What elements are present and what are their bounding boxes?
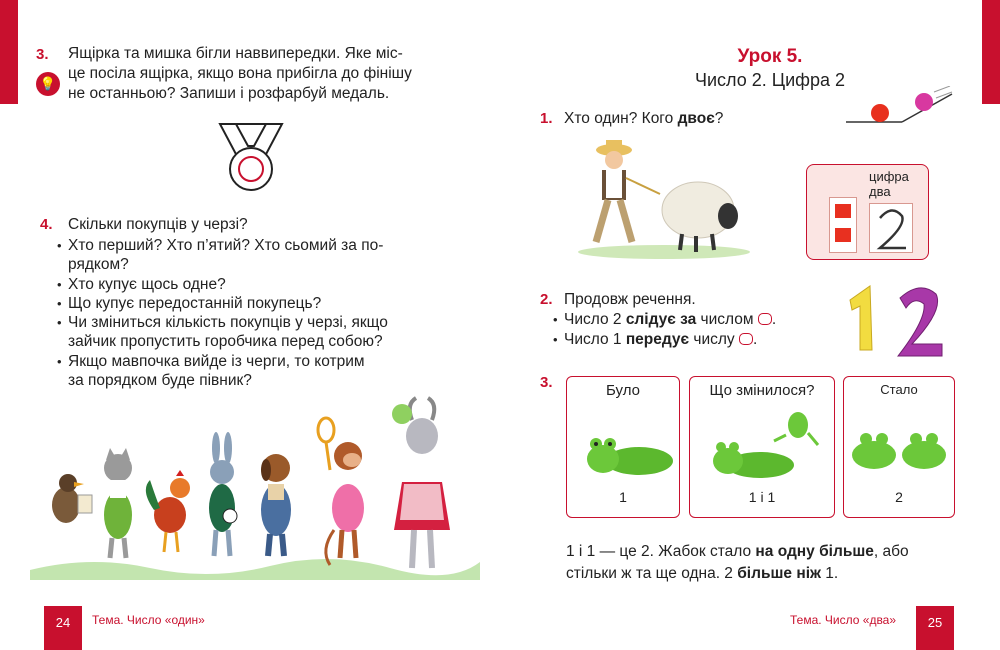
box-value: 1 bbox=[619, 489, 627, 505]
task1-text-end: ? bbox=[714, 110, 724, 127]
summary-bold: більше ніж bbox=[737, 565, 821, 582]
bullet-line: рядком? bbox=[68, 256, 129, 273]
bullet-line: • Хто перший? Хто п’ятий? Хто сьомий за по- bbox=[68, 237, 384, 254]
animal-queue-illustration bbox=[30, 390, 480, 590]
task1-text bbox=[564, 109, 723, 129]
answer-blank[interactable] bbox=[739, 333, 753, 345]
box-after bbox=[843, 376, 955, 518]
footer-topic: Тема. Число «два» bbox=[790, 613, 897, 627]
frog-jumping-icon bbox=[702, 405, 826, 483]
box-value: 1 і 1 bbox=[748, 489, 776, 505]
summary-text: 1 і 1 — це 2. Жабок стало bbox=[566, 543, 756, 560]
bullet-line: • Чи зміниться кількість покупців у черзі, якщо bbox=[68, 314, 388, 331]
task4-bullet bbox=[68, 352, 448, 390]
task1-text-bold: двоє bbox=[677, 110, 715, 127]
digit-two-icon bbox=[870, 204, 914, 254]
goat-icon bbox=[392, 398, 450, 568]
bullet-line: • Якщо мавпочка вийде із черги, то котрим bbox=[68, 353, 365, 370]
lesson-subtitle: Число 2. Цифра 2 bbox=[695, 70, 845, 90]
lightbulb-icon: 💡 bbox=[36, 72, 60, 96]
monkey-icon bbox=[318, 418, 364, 565]
dog-icon bbox=[261, 454, 291, 556]
task4-bullet bbox=[68, 313, 448, 351]
task2-number: 2. bbox=[540, 291, 553, 308]
task2-line2: • Число 1 передує числу . bbox=[564, 330, 757, 349]
box-change bbox=[689, 376, 835, 518]
task4-bullet bbox=[68, 236, 448, 274]
task3-line: це посіла ящірка, якщо вона прибігла до фінішу bbox=[68, 65, 412, 82]
task2-title: Продовж речення. bbox=[564, 291, 696, 308]
task2-line2-bold: передує bbox=[625, 331, 690, 348]
lesson-title: Урок 5. bbox=[737, 46, 803, 67]
task1-number: 1. bbox=[540, 110, 553, 127]
page-number: 24 bbox=[44, 606, 82, 650]
box-before bbox=[566, 376, 680, 518]
boy-and-sheep-illustration bbox=[576, 138, 752, 260]
summary-line bbox=[566, 541, 966, 563]
sheep-icon bbox=[662, 182, 738, 252]
rooster-icon bbox=[146, 470, 190, 552]
answer-blank[interactable] bbox=[758, 313, 772, 325]
gifts-box bbox=[829, 197, 857, 253]
sparrow-icon bbox=[52, 474, 92, 523]
footer-topic: Тема. Число «один» bbox=[92, 613, 205, 627]
task3-summary bbox=[566, 541, 966, 585]
task3-number: 3. bbox=[36, 46, 49, 63]
digit-two-glyph-box bbox=[869, 203, 913, 253]
rabbit-icon bbox=[209, 432, 237, 556]
summary-bold: на одну більше bbox=[755, 543, 874, 560]
digit-card-label-line: цифра bbox=[869, 169, 909, 184]
digit-characters-illustration bbox=[842, 280, 952, 362]
digit-two-card bbox=[806, 164, 929, 260]
right-page bbox=[500, 0, 1000, 650]
box-value: 2 bbox=[895, 489, 903, 505]
summary-text: стільки ж та ще одна. 2 bbox=[566, 565, 738, 582]
medal-icon bbox=[214, 118, 288, 198]
task3-line: Ящірка та мишка бігли наввипередки. Яке міс- bbox=[68, 45, 403, 62]
task2-line2-start: Число 1 bbox=[564, 331, 626, 348]
task4-bullet bbox=[68, 294, 448, 313]
digit-card-label bbox=[869, 169, 909, 199]
task4-number: 4. bbox=[40, 216, 53, 233]
two-frogs-icon bbox=[848, 425, 952, 473]
box-caption: Було bbox=[606, 382, 640, 399]
task3-number-right: 3. bbox=[540, 374, 553, 391]
box-caption: Стало bbox=[880, 382, 918, 397]
left-edge-tab bbox=[0, 0, 18, 104]
task2-line1-bold: слідує за bbox=[625, 311, 697, 328]
bullet-line: • Що купує передостанній покупець? bbox=[68, 295, 322, 312]
box-caption: Що змінилося? bbox=[709, 382, 815, 399]
task2-line1: • Число 2 слідує за числом . bbox=[564, 310, 776, 329]
boy-icon bbox=[596, 140, 660, 242]
frog-on-leaf-icon bbox=[577, 429, 673, 481]
cat-icon bbox=[104, 448, 132, 558]
task4-bullet bbox=[68, 275, 448, 294]
task3-line: не останньою? Запиши і розфарбуй медаль. bbox=[68, 85, 390, 102]
task3-text bbox=[68, 44, 468, 104]
right-edge-tab bbox=[982, 0, 1000, 104]
digit-card-label-line: два bbox=[869, 184, 891, 199]
task2-line2-end: числу bbox=[689, 331, 739, 348]
summary-line bbox=[566, 563, 966, 585]
task4-title: Скільки покупців у черзі? bbox=[68, 216, 248, 233]
bullet-line: зайчик пропустить горобчика перед собою? bbox=[68, 333, 383, 350]
bullet-line: • Хто купує щось одне? bbox=[68, 276, 226, 293]
task2-line1-start: Число 2 bbox=[564, 311, 626, 328]
task1-text-start: Хто один? Кого bbox=[564, 110, 678, 127]
gift-icon bbox=[835, 228, 851, 242]
bullet-line: за порядком буде півник? bbox=[68, 372, 252, 389]
summary-text: 1. bbox=[821, 565, 839, 582]
rolling-balls-icon bbox=[846, 86, 958, 126]
gift-icon bbox=[835, 204, 851, 218]
summary-text: , або bbox=[873, 543, 909, 560]
task2-line1-end: числом bbox=[696, 311, 758, 328]
page-number: 25 bbox=[916, 606, 954, 650]
